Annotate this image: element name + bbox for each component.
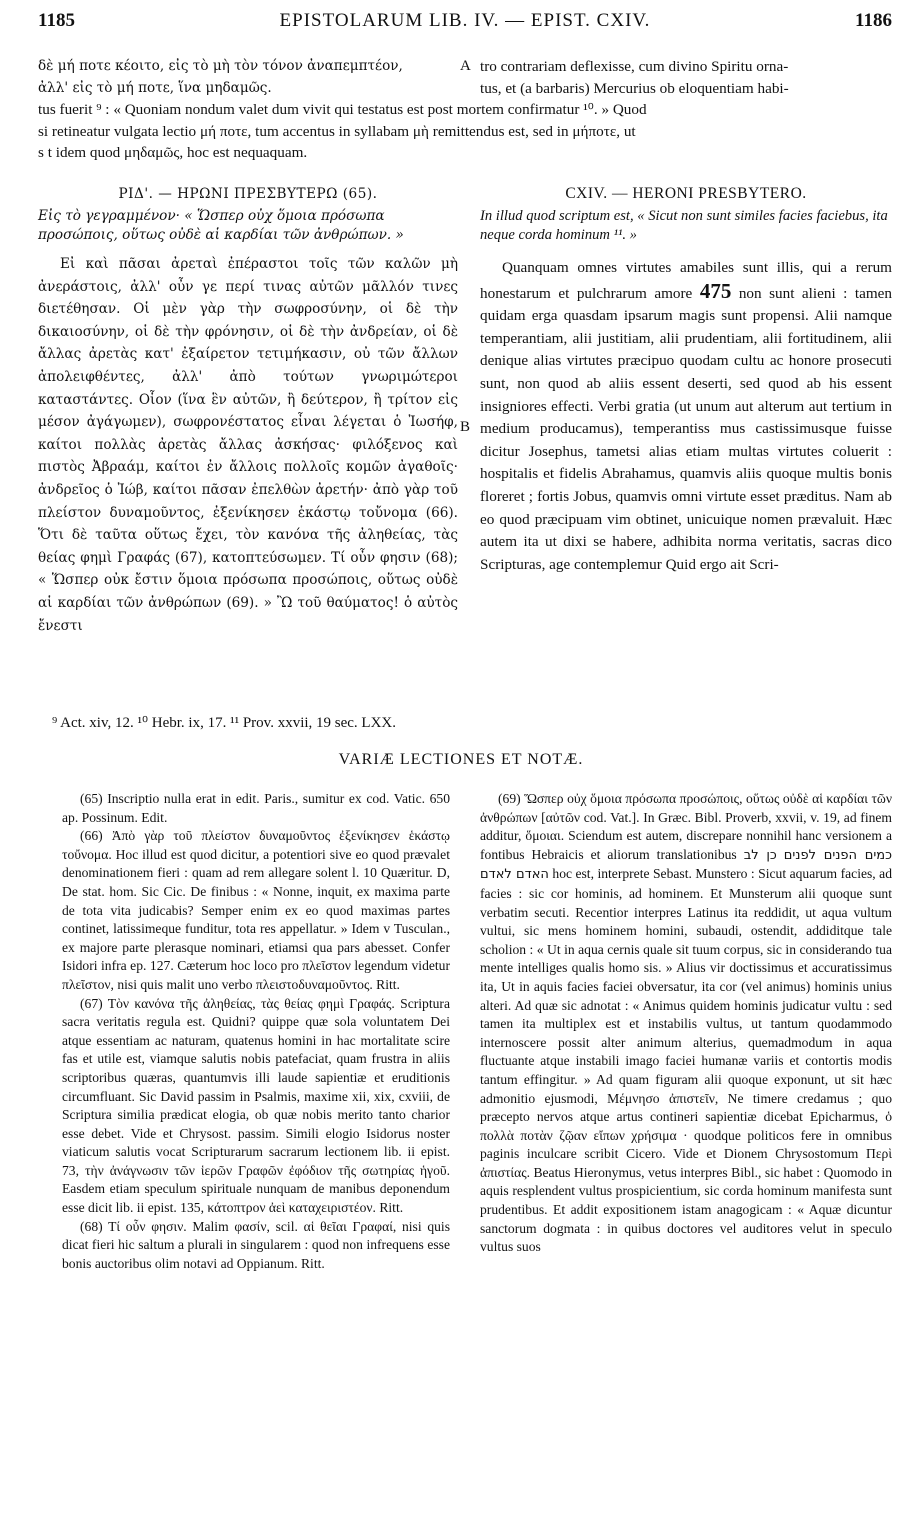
top-latin-line-2: tus, et (a barbaris) Mercurius ob eloquentiam habi- bbox=[480, 79, 789, 97]
greek-letter-body: Εἰ καὶ πᾶσαι ἀρεταὶ ἐπέραστοι τοῖς τῶν καλῶν μὴ ἀνεράστοις, ἀλλ' οὖν γε περί τινας αὐτῶν μᾶλλόν τινες διετέθησαν. Οἱ μὲν γὰρ τὴν σωφροσύνην, οἱ δὲ τὴν δικαιοσύνην, οἱ δὲ τὴν φρόνησιν, οἱ δὲ τὴν ἀνδρείαν, οἱ δὲ ἄλλας ἀρετὰς κατ' ἐξαίρετον τετιμήκασιν, οὐ τῶν ἄλλων ἀπολειφθέντες, ἀλλ' ἀπὸ τούτων γνωριμώτεροι καταστάντες. Οἷον (ἵνα ἓν αὐτῶν, ἢ δεύτερον, ἢ τρίτον εἰς μέσον ἀγάγωμεν), σωφρονέστατος εἶναι λέγεται ὁ Ἰωσήφ, καίτοι πολλὰς ἀρετὰς ἄλλας ἀσκήσας· φιλόξενος καὶ πιστὸς Ἀβραάμ, καίτοι ἐν ἄλλοις πολλοῖς κομῶν ἀγαθοῖς· ἀνδρεῖος ὁ Ἰώβ, καίτοι πᾶσαν ἐπελθὼν ἀρετήν· ἀπὸ γὰρ τοῦ πλείστον δυναμοῦντος, ἐξενίκησεν ἑκάστῳ τοὔνομα (66). Ὅτι δὲ ταῦτα οὕτως ἔχει, τὸν κανόνα τῆς ἀληθείας, τὰς θείας φημὶ Γραφάς (67), κατοπτεύσωμεν. Τί οὖν φησιν (68); « Ὥσπερ οὐκ ἔστιν ὅμοια πρόσωπα προσώποις, οὕτως οὐδὲ αἱ καρδίαι τῶν ἀνθρώπων (69). » Ὢ τοῦ θαύματος! ὁ αὐτὸς ἔνεστι bbox=[38, 256, 458, 634]
notes-right-column bbox=[480, 790, 892, 1257]
latin-letter-subtitle: In illud quod scriptum est, « Sicut non sunt similes facies faciebus, ita neque corda hominum ¹¹. » bbox=[480, 208, 888, 243]
top-line-4: si retineatur vulgata lectio μή ποτε, tum accentus in syllabam μὴ remittendus est, sed in μήποτε, ut bbox=[38, 122, 636, 140]
top-greek-line-1: δὲ μή ποτε κέοιτο, εἰς τὸ μὴ τὸν τόνον ἀναπεμπτέον, bbox=[38, 58, 403, 74]
top-greek-line-2: ἀλλ' εἰς τὸ μή ποτε, ἵνα μηδαμῶς. bbox=[38, 79, 272, 96]
latin-body-first-part: Quanquam omnes virtutes amabiles sunt illis, qui a rerum honestarum et pulchrarum amore bbox=[480, 259, 892, 302]
note-69-part-2: hoc est, interprete Sebast. Munstero : Sicut aquarum facies, ad facies : sic cor hominis, ad hominem. Et Munsterum alii quoque sunt verbatim secuti. Recentior interpres Latinus ita reddidit, ut aqua vultum vultui, sic mens hominem homini, subaudi, ostendit, addiditque tale scholion : « Ut in aqua cernis quale sit tuum corpus, sic in considerando tua mente intelliges qualis homo sis. » Alius vir doctissimus et accuratissimus ita, Ut in aquis facies faciei obversatur, ita cor (vel animus) hominis unius alteri. Ad quæ sic adnotat : « Animus quidem hominis judicatur vultu : sed tamen ita multiplex est et instabilis vultus, ut tantum quodammodo internoscere possit alter animum alterius, quemadmodum in aqua fluctuante atque instabili imago faciei humanæ variis et contortis modis tantum effingitur. » Ad quam figuram alii quoque exponunt, ut sit hæc admonitio ejusmodi, Μέμνησο ἀπιστεῖν, Ne timere credamus ; quo præcepto nervos atque artus contineri sapientiæ dicebat Epicharmus, ὁ πολλὰ ποτὰν ζῷαν εἴπων χρήσιμα · quodque politicos fere in omnibus paginis inculcare scribit Cicero. Vide et Dionem Chrysostomum Περὶ ἀπιστίας. Beatus Hieronymus, vetus interpres Bibl., sic habet : Quomodo in aquis resplendent vultus prospicientium, sic corda hominum manifesta sunt prudentibus. Et addit expositionem istam anagogicam : « Aquæ dicuntur sanctorum dogmata : in quibus doctores vel auditores velut in speculo vultus suos bbox=[480, 866, 892, 1255]
right-page-number: 1186 bbox=[855, 10, 892, 31]
greek-column bbox=[38, 183, 458, 637]
note-66: (66) Ἀπὸ γὰρ τοῦ πλείστον δυναμοῦντος ἐξενίκησεν ἑκάστῳ τοὔνομα. Hoc illud est quod dicitur, a potentiori sive eo quod prævalet denominationem fieri : quam ad rem allegare solent l. 10 Quæritur. D, De stat. hom. Sic Cic. De finibus : « Nonne, inquit, ex maxima parte de tota vita judicabis? Semper enim ex eo quod maximas partes continet, latissimeque funditur, tota res appellatur. » Idem v Tusculan., ex majore parte plerasque nominari, etiamsi qua pars abesset. Confer Isidori infra ep. 127. Cæterum hoc loco pro πλεῖστον legendum videtur πλεῖστον, nisi quis malit uno verbo πλειστοδυναμοῦντος. Ritt. bbox=[62, 828, 450, 992]
top-line-3: tus fuerit ⁹ : « Quoniam nondum valet dum vivit qui testatus est post mortem confirmatur ¹⁰. » Quod bbox=[38, 101, 647, 118]
running-title: EPISTOLARUM LIB. IV. — EPIST. CXIV. bbox=[279, 10, 651, 31]
marginal-letter-a: A bbox=[460, 58, 471, 74]
notes-left-column bbox=[62, 790, 450, 1273]
left-page-number: 1185 bbox=[38, 10, 75, 31]
top-latin-continuation bbox=[480, 56, 892, 99]
top-full-width-text bbox=[38, 99, 892, 164]
hebrew-phrase-1: כמים הפנים לפנים bbox=[783, 847, 893, 863]
note-69 bbox=[480, 790, 892, 1257]
greek-letter-title: ΡΙΔ'. — ΗΡΩΝΙ ΠΡΕΣΒΥΤΕΡΩ (65). bbox=[118, 186, 378, 202]
note-68: (68) Τί οὖν φησιν. Malim φασίν, scil. αἱ θεῖαι Γραφαί, nisi quis dicat fieri hic saltum a plurali in singularem : quod non infrequens esse bonis auctoribus olim notavi ad Oppianum. Ritt. bbox=[62, 1218, 450, 1271]
notes-heading: VARIÆ LECTIONES ET NOTÆ. bbox=[338, 751, 584, 768]
latin-letter-body bbox=[480, 257, 892, 576]
note-69-part-1: (69) Ὥσπερ οὐχ ὅμοια πρόσωπα προσώποις, οὕτως οὐδὲ αἱ καρδίαι τῶν ἀνθρώπων [αὐτῶν cod. Vat.]. In Græc. Bibl. Proverb, xxvii, v. 19, ad finem additur, ὅμοιαι. Sciendum est autem, discrepare nonnihil hanc versionem a fontibus Hebraicis et aliorum translationibus bbox=[480, 791, 892, 862]
latin-body-second-part: non sunt alieni : tamen quidam erga quasdam ipsarum magis sunt propensi. Alii namque temperantiam, alii justitiam, alii prudentiam, alii fortitudinem, alii denique alias virtutes præcipuo quodam cultu ac honore prosecuti sunt, non quod ab aliis essent deserti, sed quod ab his essent insigniores effecti. Verbi gratia (ut unum aut alterum aut tertium in medium producamus), temperantiss mus castissimusque fuisse dicitur Josephus, tametsi alias etiam multas virtutes coluerit : hospitalis et fidelis Abrahamus, quamvis aliis quoque multis bonis floreret ; fortis Jobus, quamvis omni virtute esset præditus. Nam ab eo quod præcipuam vim obtinet, unicuique nomen prævaluit. Hæc autem ita ut dixi se habere, adhibita norma veritatis, sacras dico Scripturas, age contemplemur Quid ergo ait Scri- bbox=[480, 284, 893, 573]
running-header bbox=[38, 6, 892, 36]
top-greek-continuation bbox=[38, 56, 458, 99]
marginal-letter-b: B bbox=[460, 419, 471, 435]
latin-letter-title: CXIV. — HERONI PRESBYTERO. bbox=[565, 185, 807, 202]
hebrew-phrase-2: כן לב האדם לאדם bbox=[480, 847, 777, 883]
greek-letter-subtitle: Εἰς τὸ γεγραμμένον· « Ὥσπερ οὐχ ὅμοια πρόσωπα προσώποις, οὕτως οὐδὲ αἱ καρδίαι τῶν ἀνθρώπων. » bbox=[38, 208, 404, 243]
column-number: 475 bbox=[699, 278, 732, 303]
note-67: (67) Τὸν κανόνα τῆς ἀληθείας, τὰς θείας φημὶ Γραφάς. Scriptura sacra veritatis regula est. Quidni? quippe quæ sola voluntatem Dei atque essentiam ac naturam, quatenus homini in hac mortalitate scire fas et utile est, viamque salutis nobis patefaciat, quam frustra in aliis scriptoribus quæras, quantumvis illi laude sapientiæ et eruditionis circumfluant. Sic David passim in Psalmis, maxime xii, xix, cxviii, de Scriptura similia prædicat elogia, ob quæ nobis merito tanto charior esse debet. Vide et Chrysost. passim. Simili elogio Isidorus noster viaticum salutis vocat Scripturarum sacrarum lectionem lib. ii epist. 73, τὴν ἀνάγνωσιν τῶν ἱερῶν Γραφῶν ἐφόδιον τῆς σωτηρίας ἡγοῦ. Easdem etiam speculum spirituale nunquam de manibus deponendum esse dicit lib. ii epist. 135, κάτοπτρον ἀεὶ καταχειριστέον. Ritt. bbox=[62, 995, 450, 1216]
note-65: (65) Inscriptio nulla erat in edit. Paris., sumitur ex cod. Vatic. 650 ap. Possinum. Edit. bbox=[62, 791, 450, 825]
top-line-5: s t idem quod μηδαμῶς, hoc est nequaquam. bbox=[38, 144, 308, 161]
top-latin-line-1: tro contrariam deflexisse, cum divino Spiritu orna- bbox=[480, 58, 789, 75]
latin-column bbox=[480, 183, 892, 576]
footnotes: ⁹ Act. xiv, 12. ¹⁰ Hebr. ix, 17. ¹¹ Prov. xxvii, 19 sec. LXX. bbox=[52, 715, 397, 731]
